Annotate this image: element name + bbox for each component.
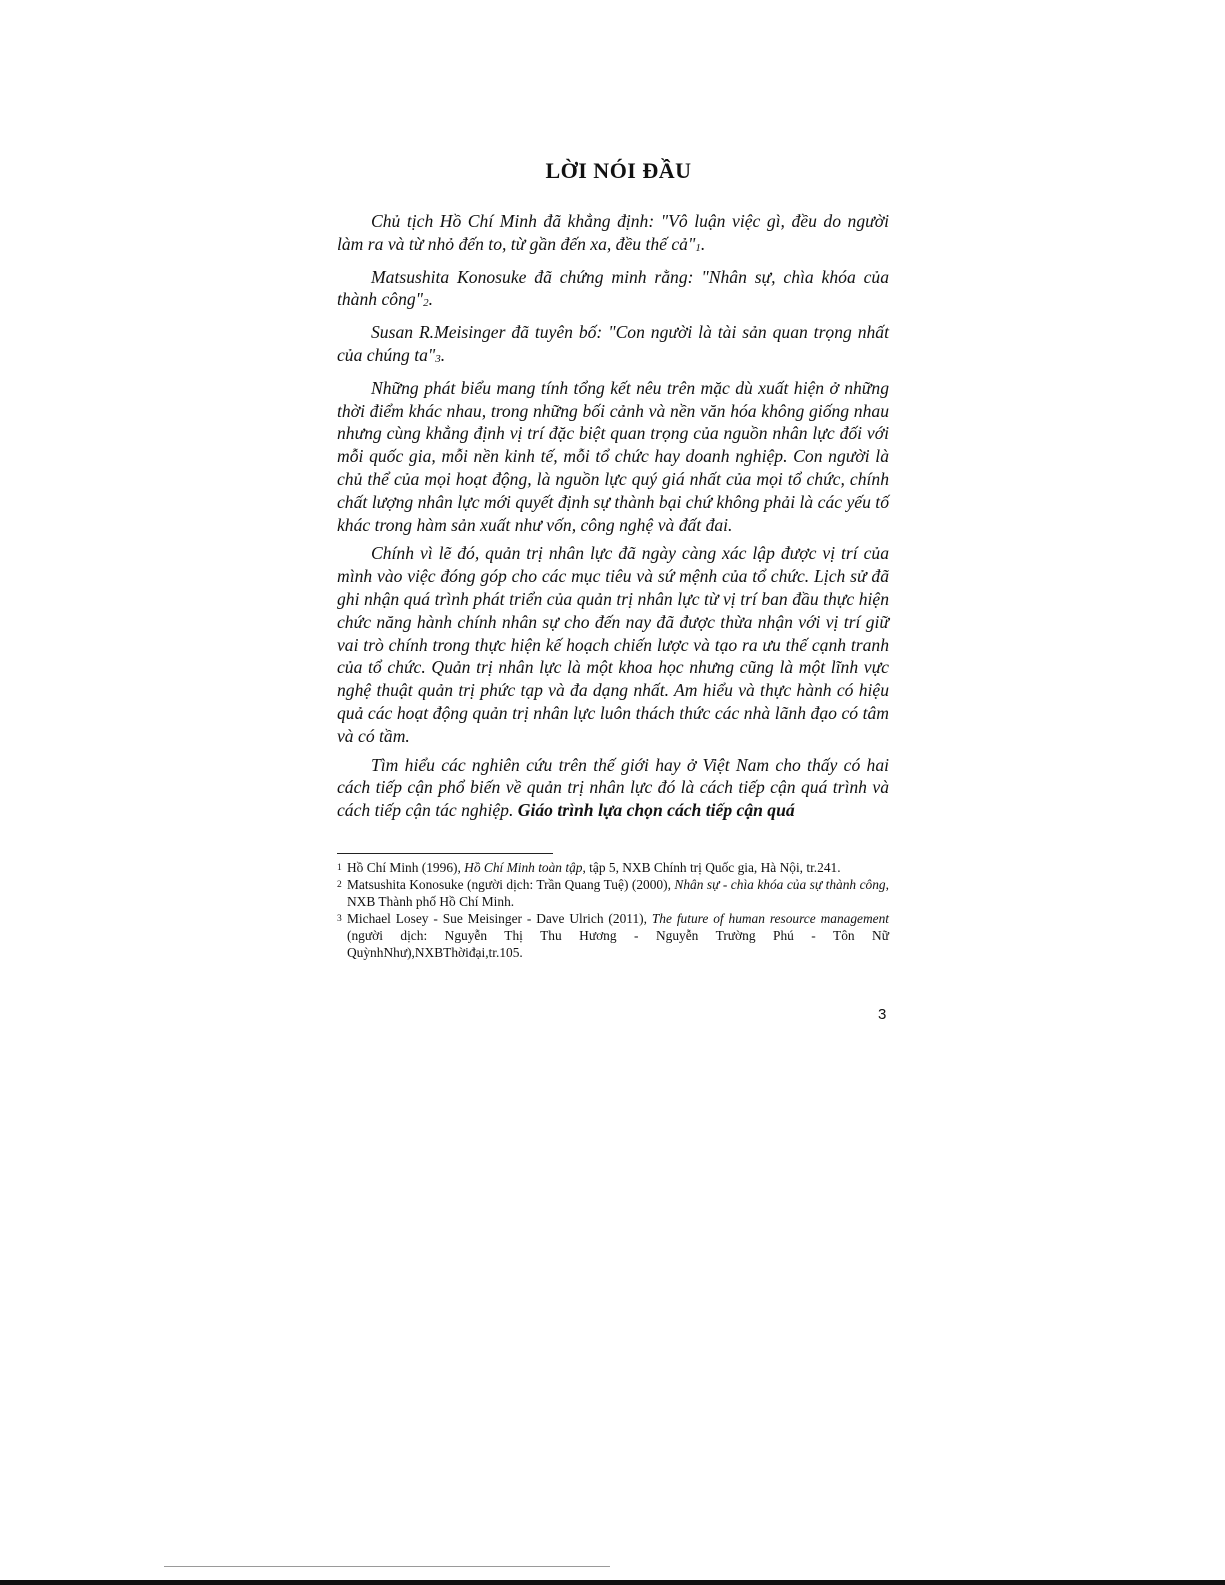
paragraph-2 — [337, 266, 889, 316]
page-title — [0, 158, 1225, 184]
paragraph-1-tail: . — [700, 233, 706, 254]
page-title-text: LỜI NÓI ĐẦU — [545, 158, 692, 183]
footnote-title: Nhân sự - chìa khóa của sự thành công — [674, 877, 886, 892]
paragraph-5: Chính vì lẽ đó, quản trị nhân lực đã ngày càng xác lập được vị trí của mình vào việc đóng góp cho các mục tiêu và sứ mệnh của tổ chức. Lịch sử đã ghi nhận quá trình phát triển của quản trị nhân lực từ vị trí ban đầu thực hiện chức năng hành chính nhân sự cho đến nay đã được thừa nhận với vị trí giữ vai trò chính trong thực hiện kế hoạch chiến lược và tạo ra ưu thế cạnh tranh của tổ chức. Quản trị nhân lực là một khoa học nhưng cũng là một lĩnh vực nghệ thuật quản trị phức tạp và đa dạng nhất. Am hiểu và thực hành có hiệu quả các hoạt động quản trị nhân lực luôn thách thức các nhà lãnh đạo có tâm và có tầm. — [337, 543, 889, 746]
footnote-number: 1 — [337, 863, 342, 873]
paragraph-3-text: Susan R.Meisinger đã tuyên bố: "Con người là tài sản quan trọng nhất của chúng ta" — [337, 322, 889, 365]
paragraph-6-text: Tìm hiểu các nghiên cứu trên thế giới hay ở Việt Nam cho thấy có hai cách tiếp cận phổ biến về quản trị nhân lực đó là cách tiếp cận quá trình và cách tiếp cận tác nghiệp. — [337, 754, 889, 821]
paragraph-3-tail: . — [440, 344, 446, 365]
footnote-text: Michael Losey - Sue Meisinger - Dave Ulrich (2011), — [347, 911, 652, 926]
paragraph-1 — [337, 210, 889, 260]
footnote-separator — [337, 853, 553, 854]
paragraph-2-text: Matsushita Konosuke đã chứng minh rằng: "Nhân sự, chìa khóa của thành công" — [337, 266, 889, 310]
paragraph-3 — [337, 321, 889, 371]
footnote-text: , tập 5, NXB Chính trị Quốc gia, Hà Nội, tr.241. — [582, 860, 841, 875]
paragraph-4: Những phát biểu mang tính tổng kết nêu trên mặc dù xuất hiện ở những thời điểm khác nhau, trong những bối cảnh và nền văn hóa không giống nhau nhưng cùng khẳng định vị trí đặc biệt quan trọng của nguồn nhân lực đối với mỗi quốc gia, mỗi nền kinh tế, mỗi tổ chức hay doanh nghiệp. Con người là chủ thể của mọi hoạt động, là nguồn lực quý giá nhất của mọi tổ chức, chính chất lượng nhân lực mới quyết định sự thành bại chứ không phải là các yếu tố khác trong hàm sản xuất như vốn, công nghệ và đất đai. — [337, 377, 889, 535]
paragraph-6-bold: Giáo trình lựa chọn cách tiếp cận quá — [517, 800, 795, 821]
footnote-number: 3 — [337, 914, 342, 924]
footnote-text: Matsushita Konosuke (người dịch: Trần Quang Tuệ) (2000), — [347, 877, 675, 892]
footnote-title: Hồ Chí Minh toàn tập — [464, 860, 583, 875]
footnote-title: The future of human resource management — [651, 911, 889, 926]
paragraph-1-text: Chủ tịch Hồ Chí Minh đã khẳng định: "Vô luận việc gì, đều do người làm ra và từ nhỏ đến to, từ gần đến xa, đều thế cả" — [337, 211, 889, 254]
footnote-1 — [337, 859, 889, 876]
footnote-2 — [337, 876, 889, 910]
bottom-divider — [164, 1566, 610, 1567]
paragraph-2-tail: . — [428, 289, 433, 310]
footnote-ref-3: 3 — [435, 352, 441, 365]
footnote-text: Hồ Chí Minh (1996), — [347, 860, 465, 875]
page-number: 3 — [878, 1006, 887, 1023]
footnote-ref-2: 2 — [423, 297, 429, 310]
footnote-text: (người dịch: Nguyễn Thị Thu Hương - Nguyễn Trường Phú - Tôn Nữ QuỳnhNhư),NXBThờiđại,tr.105. — [347, 928, 889, 960]
footnote-3 — [337, 910, 889, 961]
footnote-number: 2 — [337, 880, 342, 890]
footnotes — [337, 859, 889, 961]
footnote-text: , NXB Thành phố Hồ Chí Minh. — [347, 877, 889, 909]
footnote-ref-1: 1 — [695, 241, 701, 254]
preface-body — [337, 210, 889, 828]
bottom-edge-bar — [0, 1580, 1225, 1585]
paragraph-6 — [337, 754, 889, 822]
